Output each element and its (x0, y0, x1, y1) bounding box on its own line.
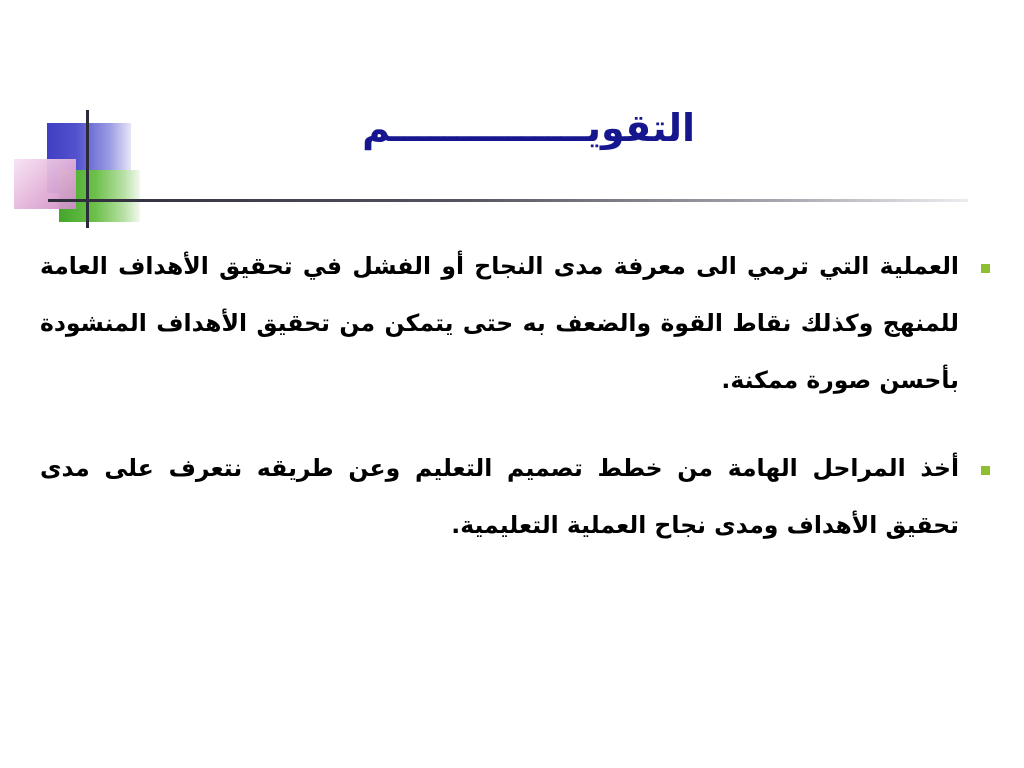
slide-title: التقويـــــــــــــــم (362, 106, 695, 150)
square-bullet-icon (981, 466, 990, 475)
title-underline-rule (48, 199, 968, 202)
square-bullet-icon (981, 264, 990, 273)
bullet-item (40, 440, 995, 554)
decorative-vertical-line (86, 110, 89, 228)
bullet-text: أخذ المراحل الهامة من خطط تصميم التعليم وعن طريقه نتعرف على مدى تحقيق الأهداف ومدى نجاح العملية التعليمية. (40, 454, 959, 539)
bullet-item (40, 238, 995, 409)
bullet-list (40, 238, 995, 554)
bullet-text: العملية التي ترمي الى معرفة مدى النجاح أو الفشل في تحقيق الأهداف العامة للمنهج وكذلك نقاط القوة والضعف به حتى يتمكن من تحقيق الأهداف المنشودة بأحسن صورة ممكنة. (40, 252, 959, 394)
